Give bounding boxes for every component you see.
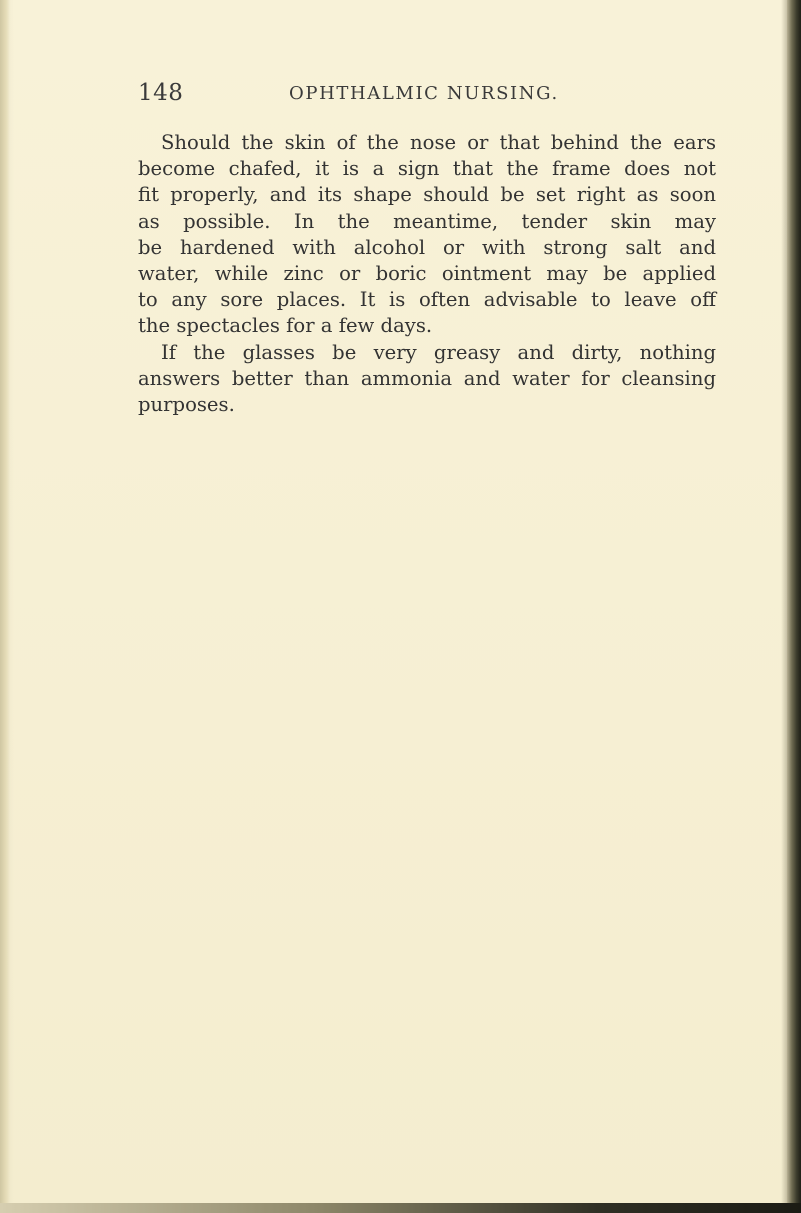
text-line: be hardened with alcohol or with strong salt and — [138, 235, 716, 259]
text-line: purposes. — [138, 393, 235, 417]
text-line: as possible. In the meantime, tender skin may — [138, 209, 716, 233]
text-line: become chafed, it is a sign that the frame does not — [138, 157, 716, 181]
text-line: the spectacles for a few days. — [138, 314, 433, 338]
binding-edge — [0, 0, 10, 1213]
text-line: Should the skin of the nose or that behind the ears — [161, 131, 716, 154]
page-header — [138, 80, 738, 110]
text-line: to any sore places. It is often advisable to leave off — [138, 288, 716, 312]
paragraph-1 — [138, 130, 716, 340]
text-line: water, while zinc or boric ointment may be applied — [138, 262, 716, 286]
text-line: answers better than ammonia and water for cleansing — [138, 366, 716, 390]
text-line: fit properly, and its shape should be set right as soon — [138, 183, 716, 207]
page-number: 148 — [138, 80, 184, 106]
paragraph-2 — [138, 340, 716, 419]
book-edge-right — [787, 0, 801, 1213]
body-text — [138, 130, 716, 418]
text-line: If the glasses be very greasy and dirty, nothing — [161, 340, 716, 364]
book-edge-bottom — [0, 1203, 801, 1213]
running-head: OPHTHALMIC NURSING. — [289, 83, 559, 104]
